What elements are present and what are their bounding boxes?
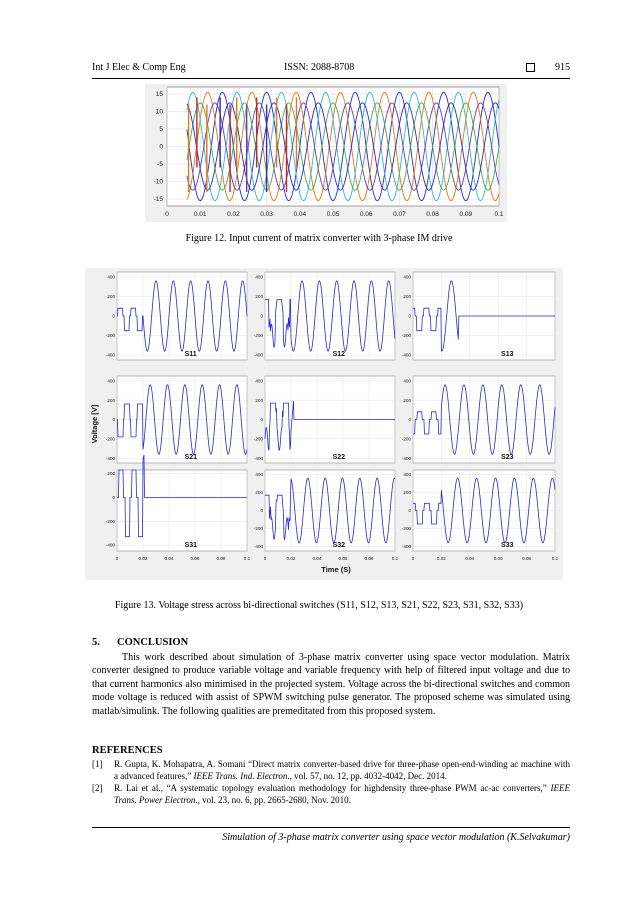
reference-number: [2]: [92, 783, 103, 793]
x-tick-label: 0.06: [190, 556, 200, 561]
switch-label: S32: [332, 542, 346, 549]
y-tick-label: 5: [159, 126, 163, 134]
y-tick-label: 400: [255, 472, 263, 478]
figure-13-chart: [85, 268, 563, 580]
x-tick-label: 0.09: [459, 211, 473, 218]
y-tick-label: 200: [107, 397, 115, 403]
y-tick-label: 400: [255, 274, 263, 280]
reference-journal: IEEE Trans. Ind. Electron: [193, 771, 288, 781]
y-tick-label: 0: [260, 313, 263, 319]
y-tick-label: 200: [255, 490, 263, 496]
y-tick-label: -400: [401, 455, 411, 461]
y-tick-label: -200: [253, 526, 263, 532]
reference-text: [114, 782, 570, 806]
x-tick-label: 0.04: [465, 556, 475, 561]
y-tick-label: 200: [255, 294, 263, 300]
y-tick-label: 200: [107, 471, 115, 477]
x-tick-label: 0.1: [551, 556, 559, 561]
y-tick-label: -200: [253, 333, 263, 339]
journal-name: Int J Elec & Comp Eng: [92, 62, 186, 73]
y-tick-label: -400: [105, 352, 115, 358]
x-tick-label: 0.02: [227, 211, 240, 218]
x-tick-label: 0.1: [391, 556, 399, 561]
x-tick-label: 0.05: [326, 211, 340, 218]
header-rule: [92, 78, 570, 79]
y-tick-label: 15: [155, 91, 163, 99]
y-tick-label: -200: [105, 436, 115, 442]
y-tick-label: -400: [401, 544, 411, 550]
reference-authors-title: R. Lai et al., “A systematic topology evaluation methodology for highdensity three-phase PWM ac-ac converters,”: [114, 783, 551, 793]
y-tick-label: 200: [107, 294, 115, 300]
y-tick-label: 0: [159, 143, 163, 151]
y-tick-label: -5: [157, 161, 163, 169]
y-tick-label: -200: [401, 526, 411, 532]
x-tick-label: 0.06: [359, 211, 373, 218]
y-tick-label: -400: [401, 352, 411, 358]
y-tick-label: 0: [112, 417, 115, 423]
y-tick-label: 400: [107, 378, 115, 384]
figure-13-caption: Figure 13. Voltage stress across bi-directional switches (S11, S12, S13, S21, S22, S23, S31, S32, S33): [114, 600, 524, 611]
reference-item: [92, 782, 570, 806]
x-tick-label: 0.02: [286, 556, 296, 561]
x-tick-label: 0.06: [493, 556, 503, 561]
y-tick-label: 0: [260, 417, 263, 423]
y-tick-label: -200: [401, 436, 411, 442]
page-footer: Simulation of 3-phase matrix converter using space vector modulation (K.Selvakumar): [222, 832, 570, 843]
x-tick-label: 0.04: [293, 211, 307, 218]
section-title: CONCLUSION: [117, 637, 189, 648]
y-tick-label: 0: [408, 508, 411, 514]
y-tick-label: -10: [153, 178, 163, 186]
y-tick-label: -200: [105, 333, 115, 339]
x-tick-label: 0: [263, 556, 267, 561]
y-tick-label: 200: [403, 397, 411, 403]
y-tick-label: 400: [403, 378, 411, 384]
x-tick-label: 0: [115, 556, 119, 561]
y-tick-label: -200: [401, 333, 411, 339]
y-tick-label: 0: [260, 508, 263, 514]
y-tick-label: -400: [105, 455, 115, 461]
x-tick-label: 0.08: [216, 556, 226, 561]
switch-label: S23: [501, 454, 514, 461]
x-tick-label: 0.01: [193, 211, 207, 218]
y-tick-label: -200: [105, 518, 115, 524]
switch-label: S21: [184, 454, 198, 461]
y-tick-label: 0: [112, 494, 115, 500]
x-tick-label: 0.06: [338, 556, 348, 561]
y-tick-label: 0: [408, 313, 411, 319]
x-tick-label: 0: [411, 556, 415, 561]
y-tick-label: 0: [408, 417, 411, 423]
reference-details: ., vol. 57, no. 12, pp. 4032-4042, Dec. 2014.: [287, 771, 447, 781]
page-header: [92, 62, 570, 76]
page-number: 915: [555, 62, 570, 73]
y-tick-label: -400: [253, 455, 263, 461]
reference-details: ., vol. 23, no. 6, pp. 2665-2680, Nov. 2010.: [195, 795, 351, 805]
y-tick-label: 0: [112, 313, 115, 319]
section-body: This work described about simulation of 3-phase matrix converter using space vector modulation. Matrix converter designed to produce variable voltage and variable frequency with help of filtered input voltage and due to that current harmonics also minimised in the projected system. Voltage across the bi-directional switches and common mode voltage is reduced with assist of SPWM switching pulse generator. The proposed scheme was simulated using matlab/simulink. The following qualities are premeditated from this proposed system.: [92, 652, 570, 717]
y-tick-label: -400: [105, 542, 115, 548]
y-tick-label: 400: [403, 472, 411, 478]
x-tick-label: 0.07: [393, 211, 406, 218]
x-axis-label: Time (S): [321, 565, 351, 574]
switch-label: S12: [332, 351, 346, 358]
figure-12-chart: [145, 84, 507, 222]
switch-label: S33: [501, 542, 514, 549]
x-tick-label: 0.02: [436, 556, 446, 561]
footer-rule: [92, 827, 570, 828]
y-tick-label: 10: [155, 108, 163, 116]
reference-item: [92, 758, 570, 782]
y-tick-label: -400: [253, 544, 263, 550]
y-tick-label: 400: [107, 274, 115, 280]
switch-label: S31: [184, 542, 198, 549]
y-tick-label: 400: [255, 378, 263, 384]
reference-journal: IEEE Trans. Power Electron: [114, 783, 570, 805]
x-tick-label: 0: [165, 211, 169, 218]
switch-label: S11: [184, 351, 197, 358]
y-tick-label: 200: [403, 294, 411, 300]
x-tick-label: 0.02: [138, 556, 148, 561]
switch-label: S13: [501, 351, 514, 358]
y-tick-label: -400: [253, 352, 263, 358]
x-tick-label: 0.1: [243, 556, 251, 561]
reference-authors-title: R. Gupta, K. Mohapatra, A. Somani “Direct matrix converter-based drive for three-phase open-end-winding ac machine with a advanced features,”: [114, 759, 570, 781]
switch-label: S22: [332, 454, 346, 461]
x-tick-label: 0.08: [426, 211, 439, 218]
x-tick-label: 0.1: [494, 211, 504, 218]
reference-text: [114, 758, 570, 782]
x-tick-label: 0.04: [312, 556, 322, 561]
x-tick-label: 0.08: [522, 556, 532, 561]
y-tick-label: -15: [153, 196, 163, 204]
figure-12-caption: Figure 12. Input current of matrix converter with 3-phase IM drive: [185, 233, 453, 244]
y-tick-label: 200: [255, 397, 263, 403]
y-tick-label: 400: [403, 274, 411, 280]
x-tick-label: 0.04: [164, 556, 174, 561]
y-tick-label: -200: [253, 436, 263, 442]
reference-number: [1]: [92, 759, 103, 769]
y-axis-label: Voltage [V]: [90, 404, 99, 444]
section-number: 5.: [92, 637, 100, 648]
y-tick-label: 200: [403, 490, 411, 496]
issn: ISSN: 2088-8708: [284, 62, 355, 73]
x-tick-label: 0.03: [260, 211, 273, 218]
x-tick-label: 0.08: [364, 556, 374, 561]
references-heading: REFERENCES: [92, 745, 163, 756]
section-heading: [92, 637, 188, 648]
square-bullet-icon: [526, 63, 535, 72]
